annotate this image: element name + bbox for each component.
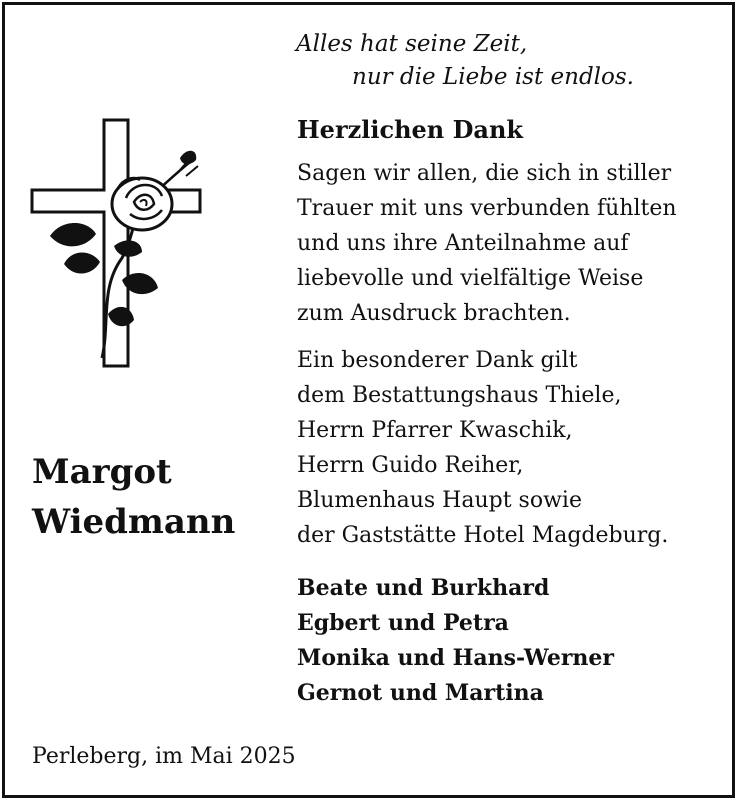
motto-line-2: nur die Liebe ist endlos. bbox=[352, 64, 634, 90]
deceased-name bbox=[32, 447, 235, 547]
paragraph-line: liebevolle und vielfältige Weise bbox=[297, 266, 644, 291]
paragraph-line: Ein besonderer Dank gilt bbox=[297, 348, 578, 373]
paragraph-line: Blumenhaus Haupt sowie bbox=[297, 488, 582, 513]
paragraph-line: dem Bestattungshaus Thiele, bbox=[297, 383, 622, 408]
signer-item: Monika und Hans-Werner bbox=[297, 645, 615, 671]
paragraph-line: zum Ausdruck brachten. bbox=[297, 301, 571, 326]
special-thanks-paragraph bbox=[297, 343, 668, 553]
paragraph-line: und uns ihre Anteilnahme auf bbox=[297, 231, 629, 256]
place-and-date: Perleberg, im Mai 2025 bbox=[32, 744, 296, 769]
signers-list bbox=[297, 571, 614, 711]
paragraph-line: Trauer mit uns verbunden fühlten bbox=[297, 196, 677, 221]
paragraph-line: Herrn Guido Reiher, bbox=[297, 453, 524, 478]
deceased-first-name: Margot bbox=[32, 452, 172, 492]
signer-item: Beate und Burkhard bbox=[297, 575, 550, 601]
paragraph-line: Herrn Pfarrer Kwaschik, bbox=[297, 418, 573, 443]
heading-thanks: Herzlichen Dank bbox=[297, 115, 524, 144]
signer-item: Gernot und Martina bbox=[297, 680, 544, 706]
paragraph-line: Sagen wir allen, die sich in stiller bbox=[297, 161, 672, 186]
signer-item: Egbert und Petra bbox=[297, 610, 509, 636]
thanks-paragraph bbox=[297, 156, 677, 331]
cross-with-rose-icon bbox=[30, 118, 204, 368]
paragraph-line: der Gaststätte Hotel Magdeburg. bbox=[297, 523, 669, 548]
motto-line-1: Alles hat seine Zeit, bbox=[296, 31, 528, 57]
deceased-last-name: Wiedmann bbox=[32, 502, 236, 542]
